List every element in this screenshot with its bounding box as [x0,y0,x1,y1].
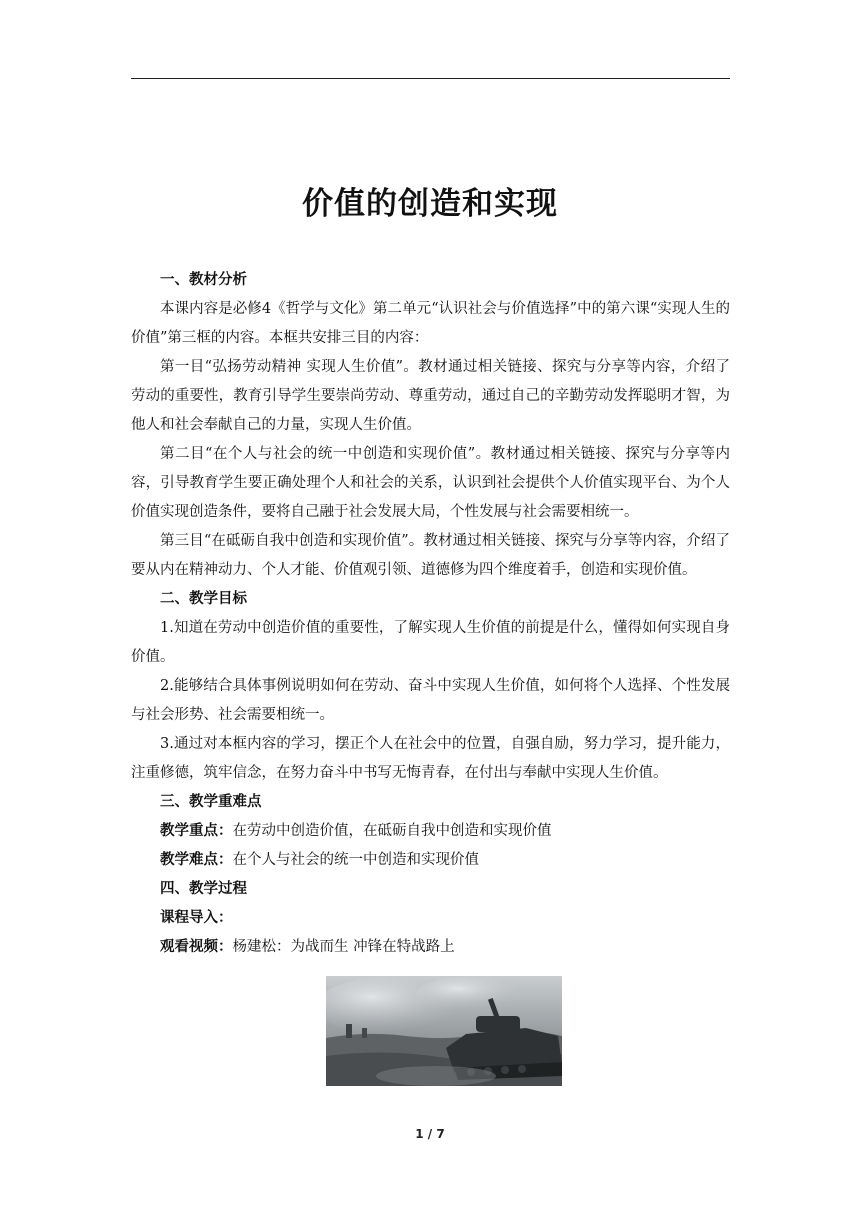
difficulty-label: 教学难点： [160,852,233,868]
header-rule [131,78,730,79]
video-still-image [326,976,562,1086]
video-title: 杨建松：为战而生 冲锋在特战路上 [232,939,455,955]
difficulty-text: 在个人与社会的统一中创造和实现价值 [232,852,479,868]
course-intro-label: 课程导入： [160,910,233,926]
difficulty-line [131,846,730,875]
video-line [131,933,730,962]
analysis-item-1: 第一目“弘扬劳动精神 实现人生价值”。教材通过相关链接、探究与分享等内容，介绍了劳动的重要性，教育引导学生要崇尚劳动、尊重劳动，通过自己的辛勤劳动发挥聪明才智，为他人和社会奉献自己的力量，实现人生价值。 [131,359,730,433]
goal-item: 2.能够结合具体事例说明如何在劳动、奋斗中实现人生价值，如何将个人选择、个性发展与社会形势、社会需要相统一。 [131,678,730,723]
section-heading-goals: 二、教学目标 [160,591,247,607]
video-label: 观看视频： [160,939,233,955]
document-title: 价值的创造和实现 [302,186,558,222]
section-heading-keypoints: 三、教学重难点 [160,794,262,810]
analysis-item-2: 第二目“在个人与社会的统一中创造和实现价值”。教材通过相关链接、探究与分享等内容，引导教育学生要正确处理个人和社会的关系，认识到社会提供个人价值实现平台、为个人价值实现创造条件，要将自己融于社会发展大局，个性发展与社会需要相统一。 [131,446,730,520]
goal-item: 1.知道在劳动中创造价值的重要性，了解实现人生价值的前提是什么，懂得如何实现自身价值。 [131,620,730,665]
analysis-item-3: 第三目“在砥砺自我中创造和实现价值”。教材通过相关链接、探究与分享等内容，介绍了要从内在精神动力、个人才能、价值观引领、道德修为四个维度着手，创造和实现价值。 [131,533,730,578]
page-number: 1 / 7 [415,1127,445,1141]
focus-line [131,817,730,846]
analysis-intro: 本课内容是必修4《哲学与文化》第二单元“认识社会与价值选择”中的第六课“实现人生的价值”第三框的内容。本框共安排三目的内容： [131,301,730,346]
document-body [131,266,730,962]
section-heading-process: 四、教学过程 [160,881,247,897]
focus-text: 在劳动中创造价值，在砥砺自我中创造和实现价值 [232,823,552,839]
section-heading-analysis: 一、教材分析 [160,272,247,288]
goal-item: 3.通过对本框内容的学习，摆正个人在社会中的位置，自强自励，努力学习，提升能力，注重修德，筑牢信念，在努力奋斗中书写无悔青春，在付出与奉献中实现人生价值。 [131,736,730,781]
focus-label: 教学重点： [160,823,233,839]
